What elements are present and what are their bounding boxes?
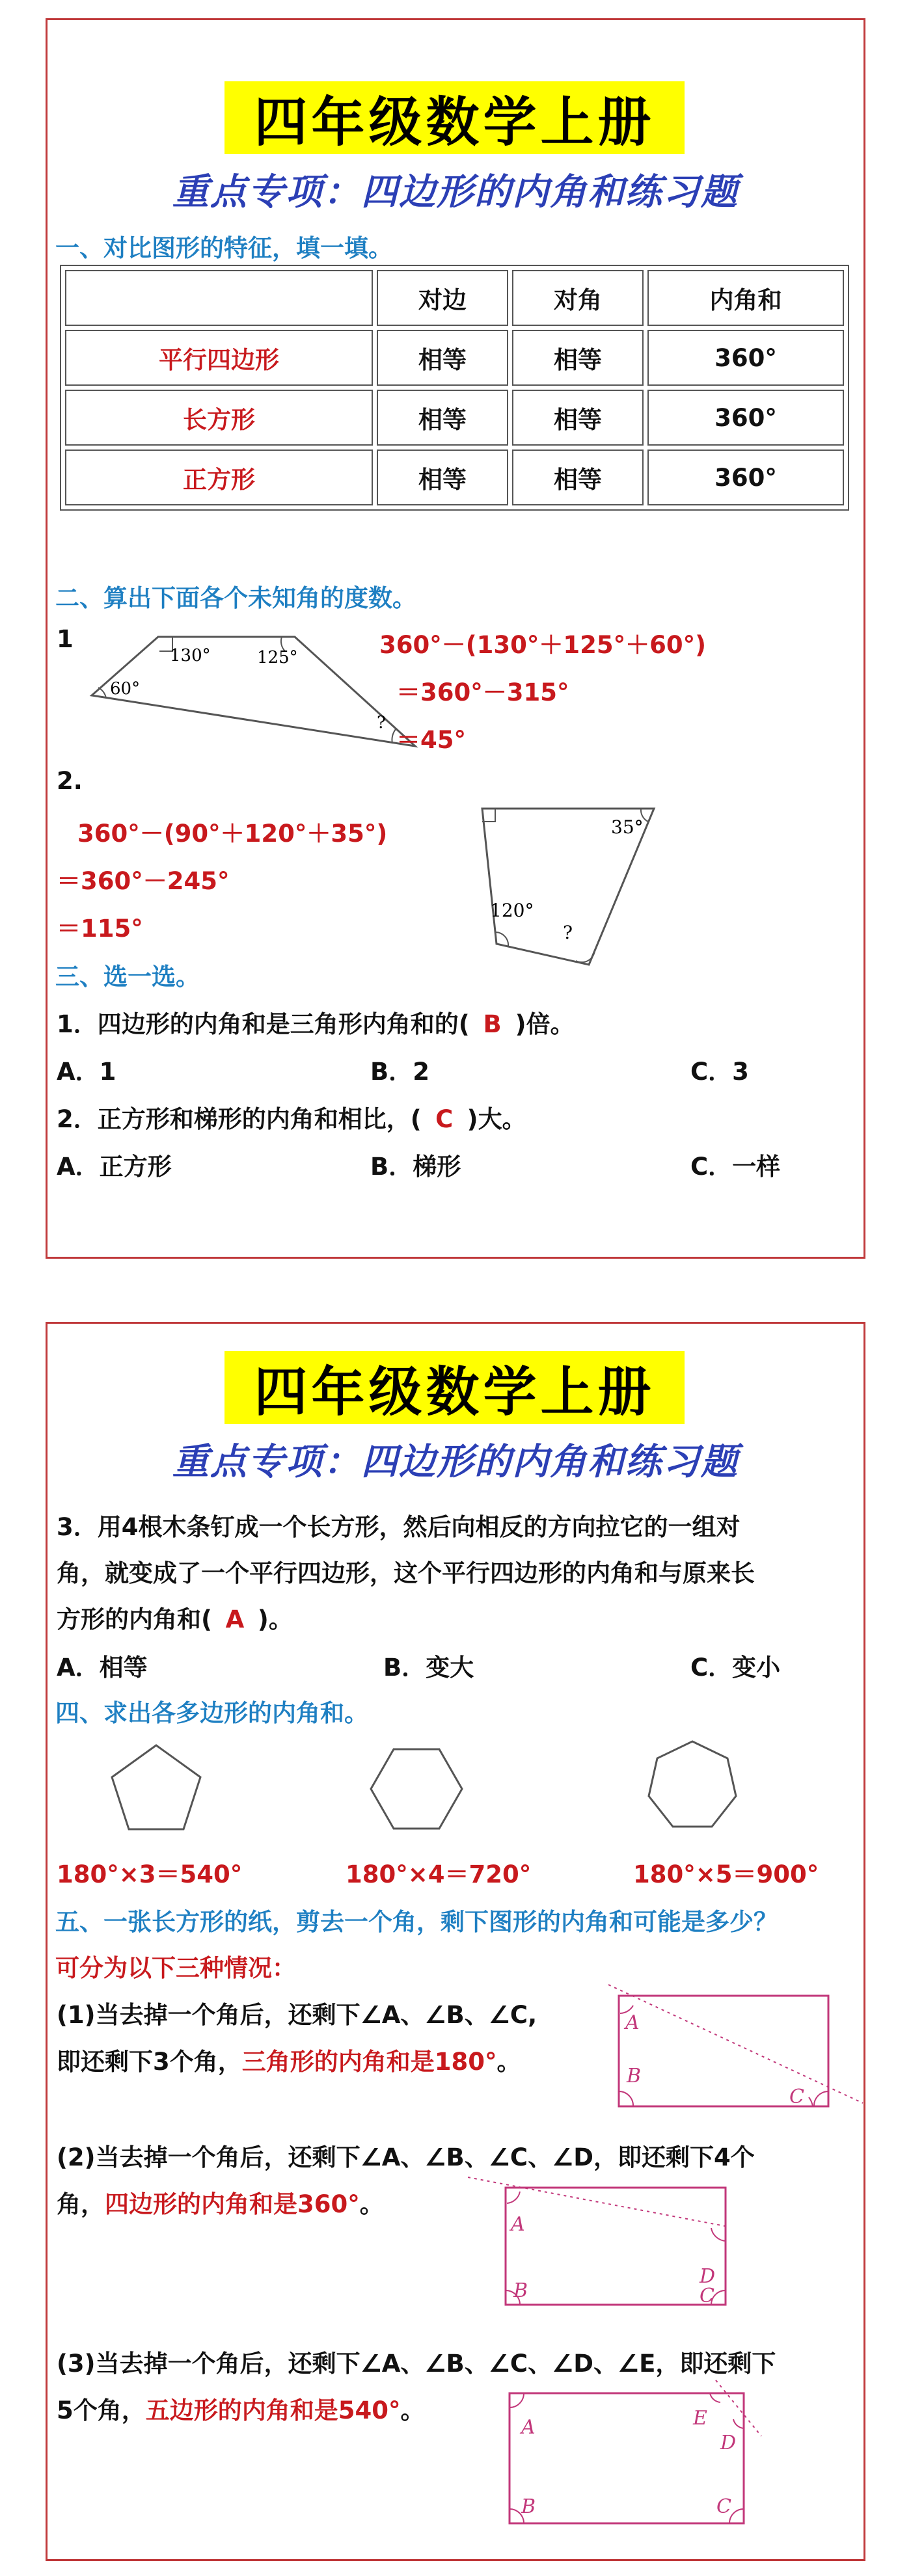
option-a: A．正方形 — [57, 1153, 172, 1181]
case-1-line-1: (1)当去掉一个角后，还剩下∠A、∠B、∠C, — [57, 2001, 537, 2029]
table-header-cell: 对角 — [512, 270, 644, 326]
case-text: 即还剩下3个角， — [57, 2048, 242, 2076]
case-conclusion: 五边形的内角和是540° — [145, 2396, 401, 2424]
case-3-line-2 — [57, 2391, 424, 2426]
section-5-heading: 五、一张长方形的纸，剪去一个角，剩下图形的内角和可能是多少？ — [55, 1908, 778, 1936]
section-5-intro: 可分为以下三种情况： — [55, 1954, 296, 1982]
angle-label: 120° — [490, 900, 534, 921]
answer-mark: B — [483, 1010, 502, 1038]
table-row — [65, 330, 844, 386]
angle-label: 35° — [611, 816, 644, 838]
q1-step-1: 360°－(130°＋125°＋60°) — [379, 631, 707, 659]
case-1-line-2 — [57, 2042, 521, 2077]
question-number: 2. — [57, 767, 83, 795]
cut-rectangle-figure-1 — [606, 1979, 866, 2116]
case-text: 。 — [400, 2396, 425, 2424]
worksheet-page-2 — [46, 1322, 865, 2561]
angle-label: 125° — [257, 648, 298, 667]
table-cell: 相等 — [512, 330, 644, 386]
vertex-label: B — [521, 2495, 536, 2518]
option-a: A．相等 — [57, 1654, 148, 1682]
vertex-label: C — [700, 2285, 714, 2307]
angle-label: 130° — [170, 646, 211, 665]
case-3-line-1: (3)当去掉一个角后，还剩下∠A、∠B、∠C、∠D、∠E，即还剩下 — [57, 2350, 776, 2378]
table-row — [65, 449, 844, 505]
table-cell: 相等 — [377, 330, 508, 386]
page-subtitle: 重点专项：四边形的内角和练习题 — [172, 170, 739, 213]
table-cell: 360° — [647, 390, 844, 446]
table-row-label: 长方形 — [65, 390, 373, 446]
section-2-heading: 二、算出下面各个未知角的度数。 — [55, 584, 416, 612]
option-c: C．变小 — [690, 1654, 781, 1682]
vertex-label: B — [513, 2279, 528, 2302]
answer-mark: C — [435, 1105, 454, 1133]
q2-step-2: ＝360°－245° — [57, 867, 230, 895]
option-c: C．一样 — [690, 1153, 781, 1181]
mc-question-1 — [57, 1004, 575, 1040]
mc-question-3-line-2: 角，就变成了一个平行四边形，这个平行四边形的内角和与原来长 — [57, 1559, 755, 1587]
page-subtitle: 重点专项：四边形的内角和练习题 — [172, 1440, 739, 1483]
comparison-table — [60, 265, 849, 511]
vertex-label: A — [511, 2213, 525, 2236]
question-text: )。 — [257, 1605, 293, 1633]
table-header-row — [65, 270, 844, 326]
section-4-heading: 四、求出各多边形的内角和。 — [55, 1699, 368, 1727]
vertex-label: D — [720, 2432, 737, 2454]
angle-label: 60° — [110, 679, 141, 699]
table-cell: 360° — [647, 449, 844, 505]
question-number: 1 — [57, 625, 74, 653]
vertex-label: A — [521, 2416, 536, 2439]
case-2-line-1: (2)当去掉一个角后，还剩下∠A、∠B、∠C、∠D，即还剩下4个 — [57, 2143, 755, 2171]
case-text: 。 — [359, 2190, 384, 2218]
table-header-cell — [65, 270, 373, 326]
q1-step-2: ＝360°－315° — [396, 678, 569, 706]
quadrilateral-figure-1 — [87, 625, 425, 755]
mc-question-3-line-3 — [57, 1600, 293, 1635]
vertex-label: E — [693, 2407, 707, 2430]
case-text: 5个角， — [57, 2396, 146, 2424]
question-text: 2．正方形和梯形的内角和相比，( — [57, 1105, 422, 1133]
table-row-label: 正方形 — [65, 449, 373, 505]
hexagon-angle-sum: 180°×4＝720° — [346, 1860, 532, 1888]
pentagon-icon — [107, 1740, 205, 1834]
page-title: 四年级数学上册 — [224, 1351, 685, 1424]
case-text: 角， — [57, 2190, 105, 2218]
unknown-angle-label: ? — [377, 713, 386, 732]
unknown-angle-label: ? — [563, 922, 573, 943]
table-cell: 相等 — [512, 449, 644, 505]
vertex-label: B — [627, 2065, 642, 2087]
option-b: B．变大 — [383, 1654, 474, 1682]
table-cell: 相等 — [512, 390, 644, 446]
q1-step-3: ＝45° — [396, 726, 466, 754]
mc-question-3-line-1: 3．用4根木条钉成一个长方形，然后向相反的方向拉它的一组对 — [57, 1513, 741, 1541]
cut-rectangle-figure-3 — [491, 2379, 804, 2529]
section-3-heading: 三、选一选。 — [55, 963, 200, 991]
question-text: 1．四边形的内角和是三角形内角和的( — [57, 1010, 470, 1038]
option-b: B．梯形 — [370, 1153, 461, 1181]
question-text: 方形的内角和( — [57, 1605, 212, 1633]
table-header-cell: 对边 — [377, 270, 508, 326]
vertex-label: C — [716, 2495, 731, 2518]
q2-step-3: ＝115° — [57, 915, 143, 943]
worksheet-page-1 — [46, 18, 865, 1259]
cut-rectangle-figure-2 — [468, 2169, 754, 2319]
option-b: B．2 — [370, 1058, 429, 1086]
mc-question-2 — [57, 1099, 526, 1134]
section-1-heading: 一、对比图形的特征，填一填。 — [55, 234, 392, 262]
table-cell: 360° — [647, 330, 844, 386]
table-header-cell: 内角和 — [647, 270, 844, 326]
answer-mark: A — [225, 1605, 245, 1633]
heptagon-icon — [644, 1737, 741, 1835]
table-row-label: 平行四边形 — [65, 330, 373, 386]
case-conclusion: 三角形的内角和是180° — [241, 2048, 497, 2076]
vertex-label: C — [789, 2086, 804, 2108]
question-text: )大。 — [467, 1105, 526, 1133]
pentagon-angle-sum: 180°×3＝540° — [57, 1860, 243, 1888]
heptagon-angle-sum: 180°×5＝900° — [633, 1860, 819, 1888]
quadrilateral-figure-2 — [477, 794, 672, 970]
table-cell: 相等 — [377, 449, 508, 505]
option-a: A．1 — [57, 1058, 116, 1086]
table-cell: 相等 — [377, 390, 508, 446]
case-conclusion: 四边形的内角和是360° — [105, 2190, 360, 2218]
hexagon-icon — [368, 1747, 465, 1831]
vertex-label: D — [700, 2265, 716, 2288]
table-row — [65, 390, 844, 446]
option-c: C．3 — [690, 1058, 749, 1086]
case-text: 。 — [496, 2048, 521, 2076]
vertex-label: A — [625, 2011, 640, 2034]
page-title: 四年级数学上册 — [224, 81, 685, 154]
question-text: )倍。 — [515, 1010, 575, 1038]
q2-step-1: 360°－(90°＋120°＋35°) — [77, 820, 388, 848]
case-2-line-2 — [57, 2184, 384, 2220]
